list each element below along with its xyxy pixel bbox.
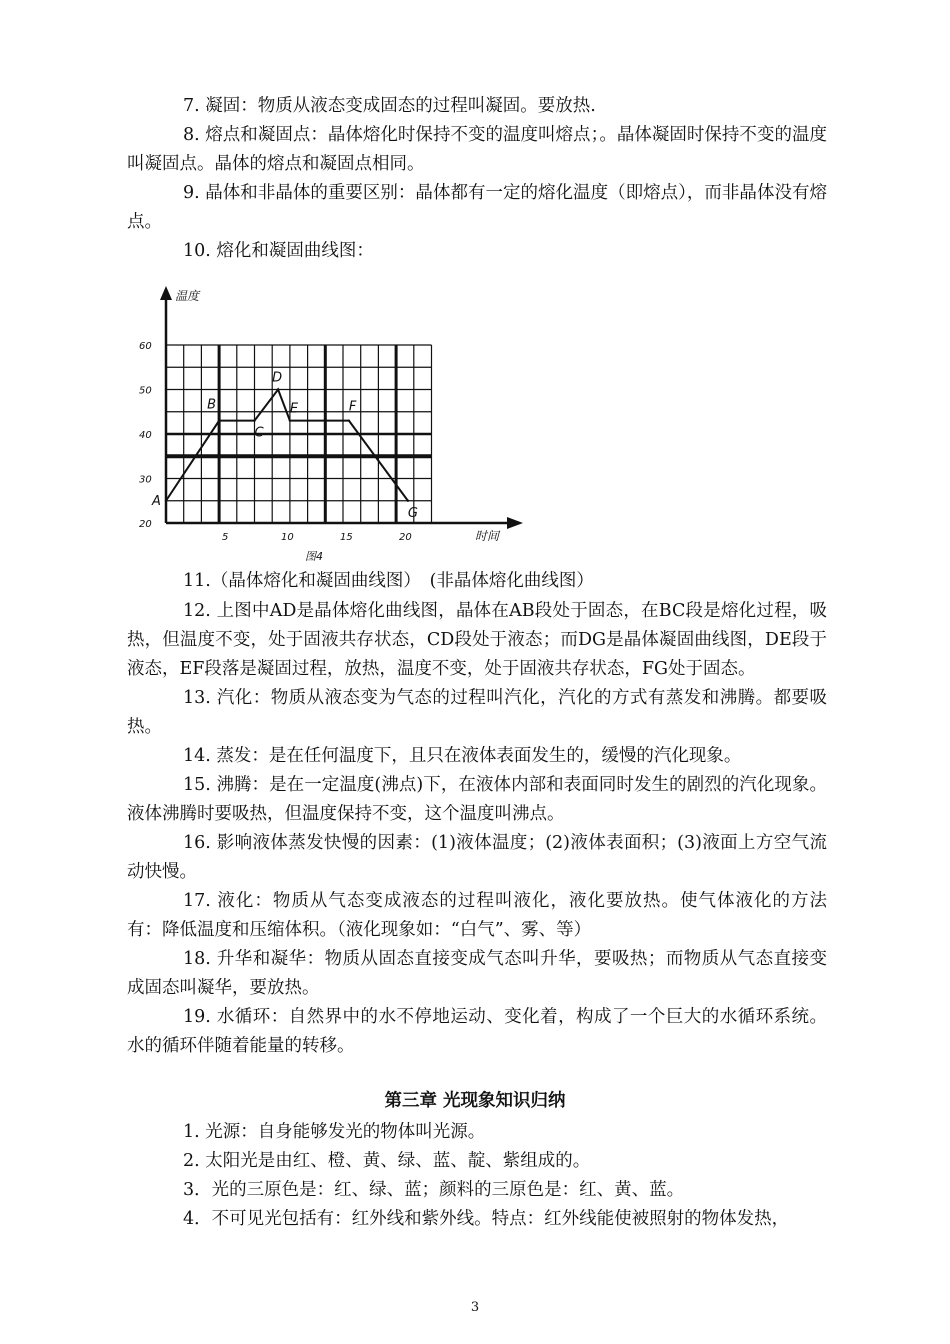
paragraph-18: 18. 升华和凝华：物质从固态直接变成气态叫升华，要吸热；而物质从气态直接变成固态叫凝华，要放热。 (127, 949, 827, 998)
point-label: C (254, 425, 264, 441)
curve-point (348, 419, 350, 421)
curve-point (218, 419, 220, 421)
paragraph-14: 14. 蒸发：是在任何温度下，且只在液体表面发生的，缓慢的汽化现象。 (183, 746, 742, 766)
paragraph-12: 12. 上图中AD是晶体熔化曲线图，晶体在AB段处于固态，在BC段是熔化过程，吸热，但温度不变，处于固液共存状态，CD段处于液态；而DG是晶体凝固曲线图，DE段于液态，EF段落是凝固过程，放热，温度不变，处于固液共存状态，FG处于固态。 (127, 601, 827, 679)
y-tick-label: 60 (139, 341, 152, 352)
curve-line (166, 390, 408, 501)
curve-point (253, 419, 255, 421)
x-axis-arrow (507, 517, 523, 529)
paragraph-19: 19. 水循环：自然界中的水不停地运动、变化着，构成了一个巨大的水循环系统。水的循环伴随着能量的转移。 (127, 1007, 827, 1056)
curve-point (407, 500, 409, 502)
chart-title: 图4 (305, 550, 323, 563)
paragraph-13: 13. 汽化：物质从液态变为气态的过程叫汽化，汽化的方式有蒸发和沸腾。都要吸热。 (127, 688, 827, 737)
point-label: G (407, 505, 418, 521)
paragraph-16: 16. 影响液体蒸发快慢的因素：(1)液体温度；(2)液体表面积；(3)液面上方空气流动快慢。 (127, 833, 827, 882)
y-axis-arrow (160, 286, 172, 300)
point-label: B (207, 397, 217, 413)
paragraph-8: 8. 熔点和凝固点：晶体熔化时保持不变的温度叫熔点；。晶体凝固时保持不变的温度叫凝固点。晶体的熔点和凝固点相同。 (127, 125, 827, 174)
x-tick-label: 10 (281, 532, 294, 543)
ch3-paragraph-1: 1. 光源：自身能够发光的物体叫光源。 (183, 1122, 486, 1142)
curve-point (165, 500, 167, 502)
y-tick-label: 40 (139, 430, 152, 441)
ch3-paragraph-2: 2. 太阳光是由红、橙、黄、绿、蓝、靛、紫组成的。 (183, 1151, 591, 1171)
point-label: D (272, 370, 283, 386)
y-tick-label: 50 (139, 385, 152, 397)
point-label: E (289, 401, 299, 417)
ch3-paragraph-3: 3．光的三原色是：红、绿、蓝；颜料的三原色是：红、黄、蓝。 (183, 1180, 685, 1200)
y-tick-label: 30 (139, 474, 152, 486)
melting-solidifying-chart (135, 278, 535, 568)
curve-point (277, 388, 279, 390)
chapter-heading: 第三章 光现象知识归纳 (384, 1091, 566, 1111)
chart-grid (166, 345, 432, 523)
paragraph-9: 9. 晶体和非晶体的重要区别：晶体都有一定的熔化温度（即熔点），而非晶体没有熔点。 (127, 183, 827, 232)
x-tick-label: 20 (399, 532, 412, 543)
paragraph-15: 15. 沸腾：是在一定温度(沸点)下，在液体内部和表面同时发生的剧烈的汽化现象。液体沸腾时要吸热，但温度保持不变，这个温度叫沸点。 (127, 775, 827, 824)
x-axis-title: 时间 (475, 529, 500, 543)
paragraph-10: 10. 熔化和凝固曲线图： (183, 241, 374, 261)
x-tick-label: 5 (222, 532, 229, 543)
paragraph-17: 17. 液化：物质从气态变成液态的过程叫液化，液化要放热。使气体液化的方法有：降低温度和压缩体积。（液化现象如：“白气”、雾、等） (127, 891, 827, 940)
chart-caption-line: 11.（晶体熔化和凝固曲线图） (非晶体熔化曲线图） (183, 571, 594, 591)
paragraph-7: 7. 凝固：物质从液态变成固态的过程叫凝固。要放热. (183, 96, 596, 116)
curve-point (289, 419, 291, 421)
x-tick-label: 15 (340, 532, 353, 543)
ch3-paragraph-4: 4．不可见光包括有：红外线和紫外线。特点：红外线能使被照射的物体发热， (183, 1209, 790, 1229)
y-axis-title: 温度 (175, 289, 200, 303)
y-tick-label: 20 (139, 519, 152, 530)
point-label: F (348, 399, 357, 415)
point-label: A (152, 493, 161, 509)
page-number: 3 (470, 1300, 480, 1315)
